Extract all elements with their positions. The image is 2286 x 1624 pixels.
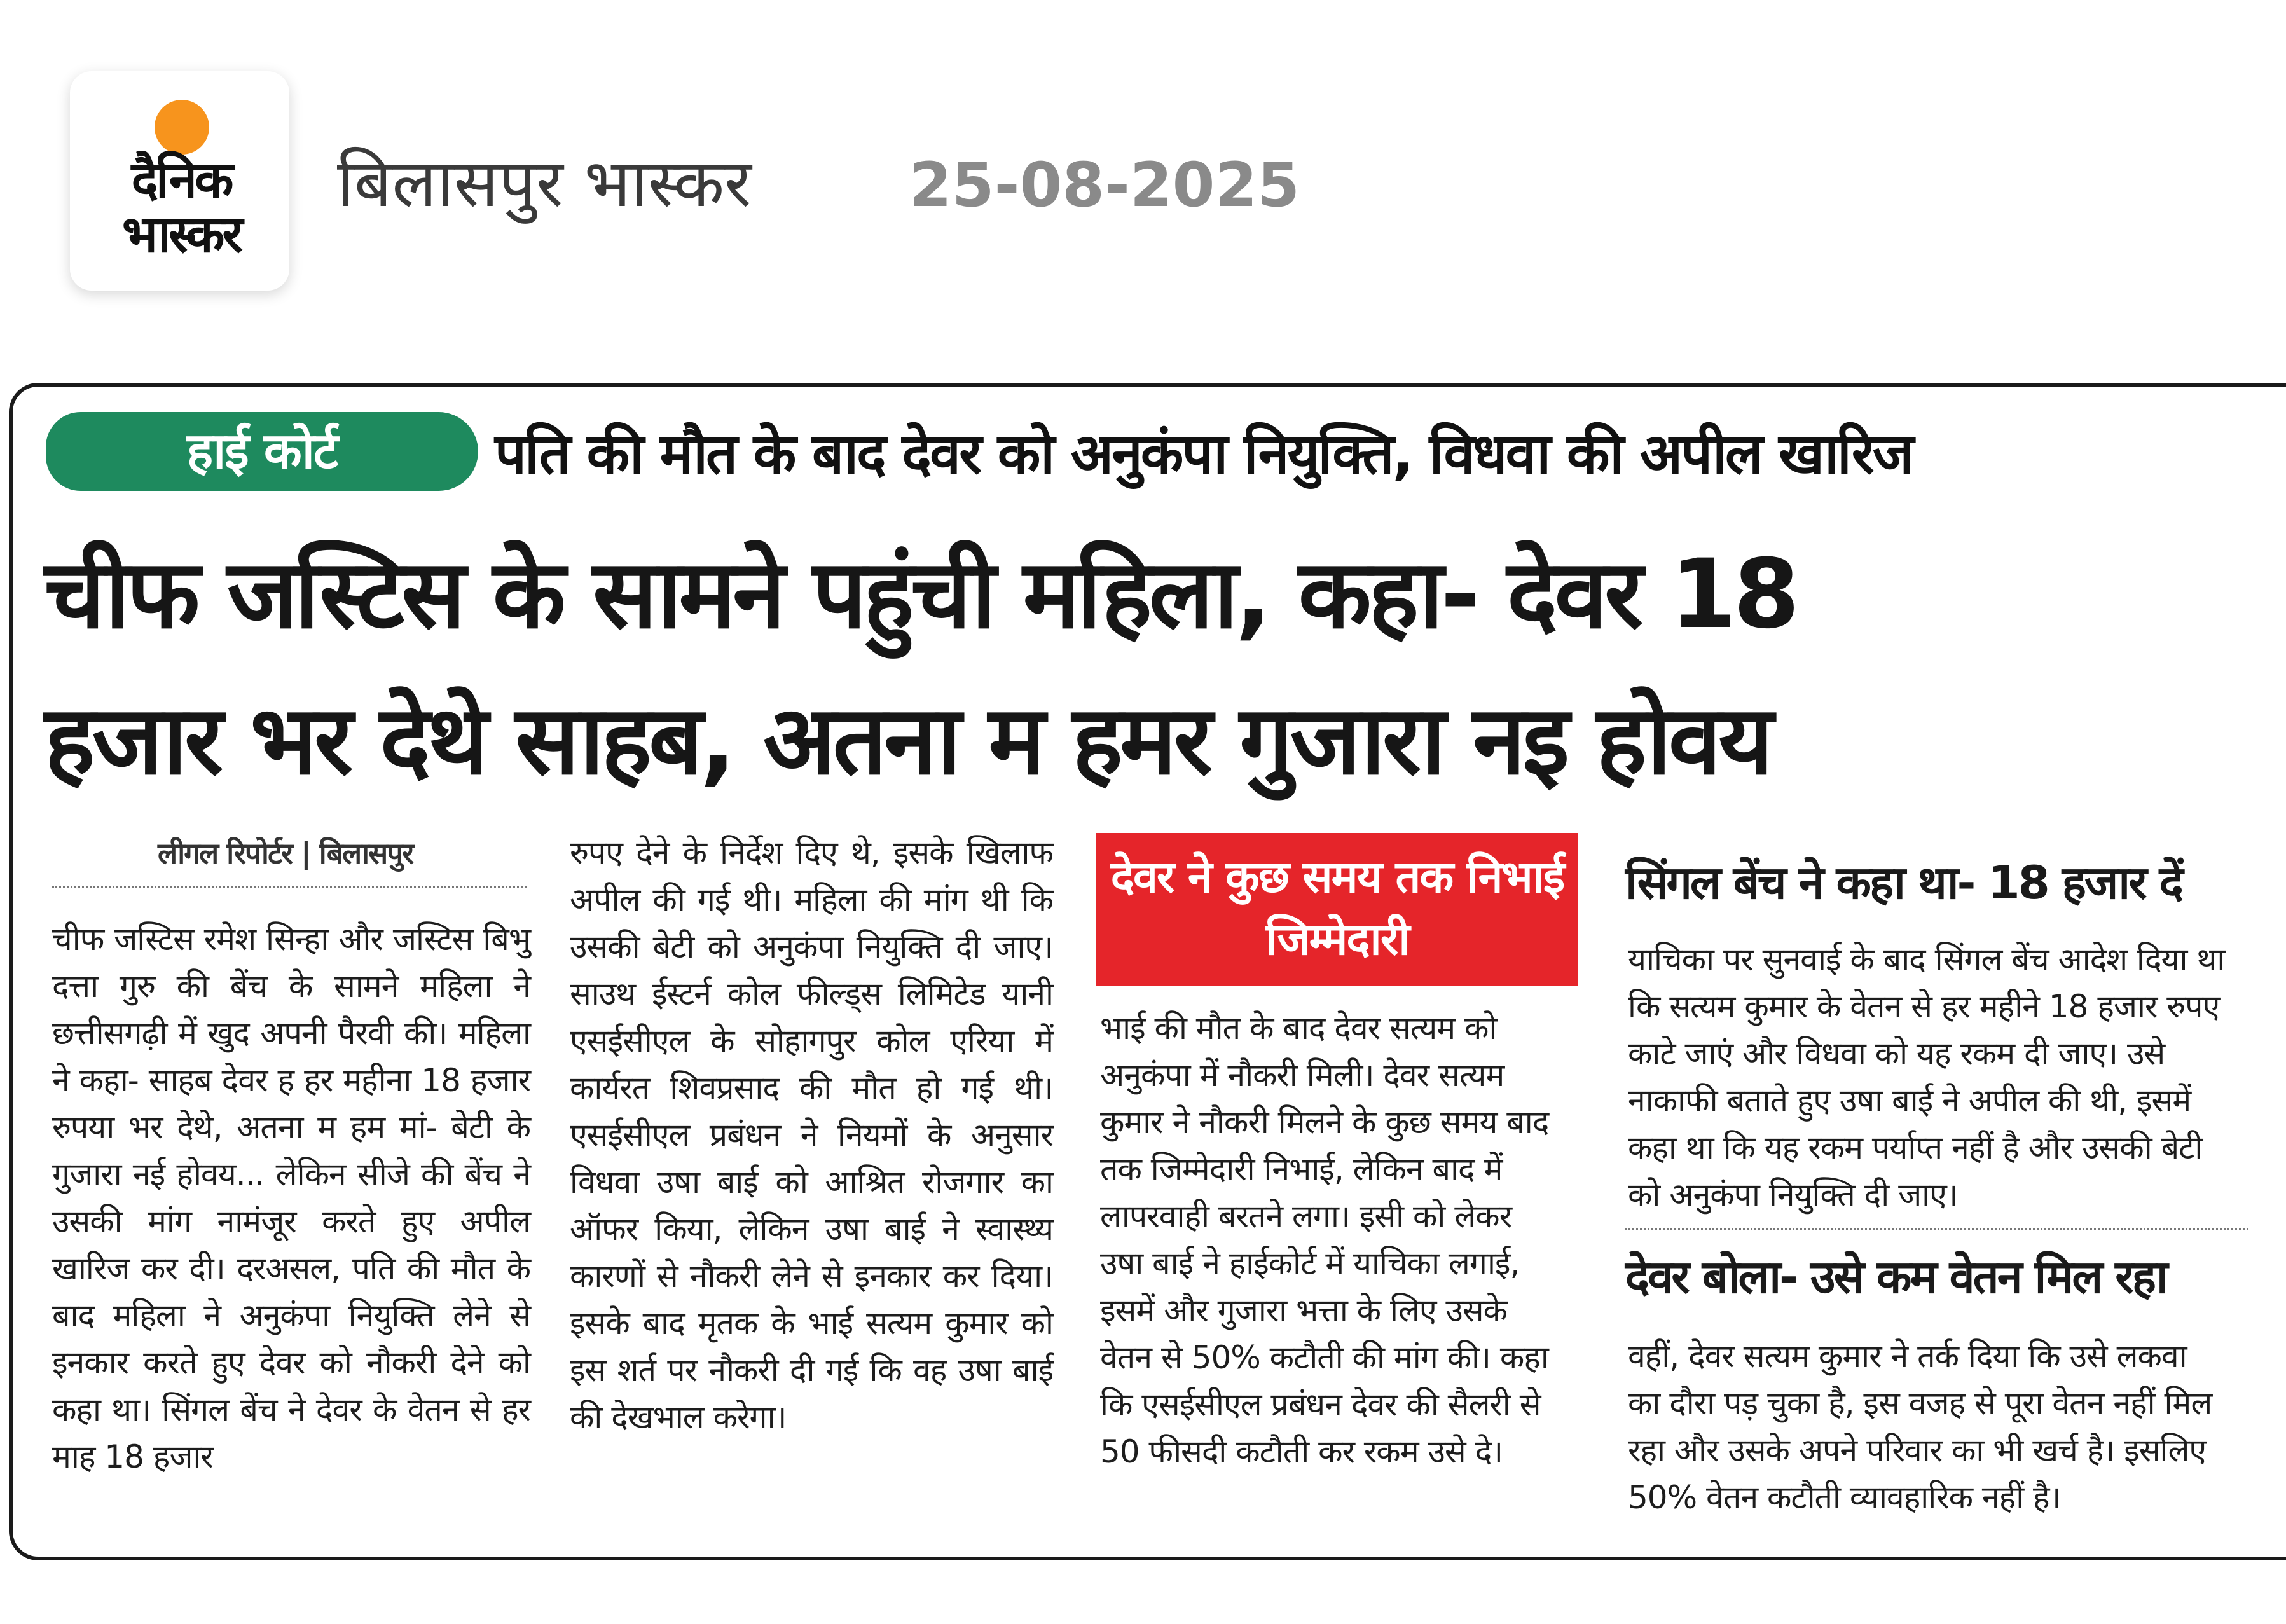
logo-sun-icon — [155, 100, 209, 155]
article-column-3: भाई की मौत के बाद देवर सत्यम को अनुकंपा में नौकरी मिली। देवर सत्यम कुमार ने नौकरी मिलने के कुछ समय बाद तक जिम्मेदारी निभाई, लेकिन बाद में लापरवाही बरतने लगा। इसी को लेकर उषा बाई ने हाईकोर्ट में याचिका लगाई, इसमें और गुजारा भत्ता के लिए उसके वेतन से 50% कटौती की मांग की। कहा कि एसईसीएल प्रबंधन देवर की सैलरी से 50 फीसदी कटौती कर रकम उसे दे। — [1100, 1010, 1549, 1470]
section-divider — [1625, 1228, 2248, 1230]
section-heading-single-bench: सिंगल बेंच ने कहा था- 18 हजार दें — [1625, 856, 2182, 909]
app-header — [0, 0, 2286, 331]
headline-line-2: हजार भर देथे साहब, अतना म हमर गुजारा नइ होवय — [45, 685, 1771, 796]
article-column-4-part-1: याचिका पर सुनवाई के बाद सिंगल बेंच आदेश दिया था कि सत्यम कुमार के वेतन से हर महीने 18 हजार रुपए काटे जाएं और विधवा को यह रकम दी जाए। उसे नाकाफी बताते हुए उषा बाई ने अपील की थी, इसमें कहा था कि यह रकम पर्याप्त नहीं है और उसकी बेटी को अनुकंपा नियुक्ति दी जाए। — [1628, 941, 2225, 1213]
article-column-4-part-2: वहीं, देवर सत्यम कुमार ने तर्क दिया कि उसे लकवा का दौरा पड़ चुका है, इस वजह से पूरा वेतन नहीं मिल रहा और उसके अपने परिवार का भी खर्च है। इसलिए 50% वेतन कटौती व्यावहारिक नहीं है। — [1628, 1338, 2212, 1516]
article-column-1: चीफ जस्टिस रमेश सिन्हा और जस्टिस बिभु दत्ता गुरु की बेंच के सामने महिला ने छत्तीसगढ़ी में खुद अपनी पैरवी की। महिला ने कहा- साहब देवर ह हर महीना 18 हजार रुपया भर देथे, अतना म हम मां- बेटी के गुजारा नई होवय... लेकिन सीजे की बेंच ने उसकी मांग नामंजूर करते हुए अपील खारिज कर दी। दरअसल, पति की मौत के बाद महिला ने अनुकंपा नियुक्ति लेने से इनकार करते हुए देवर को नौकरी देने को कहा था। सिंगल बेंच ने देवर के वेतन से हर माह 18 हजार — [52, 921, 530, 1475]
logo-text: दैनिक भास्कर — [121, 150, 241, 264]
article-column-2: रुपए देने के निर्देश दिए थे, इसके खिलाफ अपील की गई थी। महिला की मांग थी कि उसकी बेटी को अनुकंपा नियुक्ति दी जाए। साउथ ईस्टर्न कोल फील्ड्स लिमिटेड यानी एसईसीएल के सोहागपुर कोल एरिया में कार्यरत शिवप्रसाद की मौत हो गई थी। एसईसीएल प्रबंधन ने नियमों के अनुसार विधवा उषा बाई को आश्रित रोजगार का ऑफर किया, लेकिन उषा बाई ने स्वास्थ्य कारणों से नौकरी लेने से इनकार कर दिया। इसके बाद मृतक के भाई सत्यम कुमार को इस शर्त पर नौकरी दी गई कि वह उषा बाई की देखभाल करेगा। — [570, 834, 1053, 1436]
publication-name: बिलासपुर भास्कर — [337, 144, 752, 222]
subheadline: पति की मौत के बाद देवर को अनुकंपा नियुक्ति, विधवा की अपील खारिज — [495, 421, 1913, 486]
kicker-label: हाई कोर्ट — [186, 423, 338, 480]
publication-date: 25-08-2025 — [909, 149, 1300, 221]
section-heading-devar: देवर बोला- उसे कम वेतन मिल रहा — [1625, 1250, 2166, 1304]
byline-divider — [52, 886, 527, 888]
headline-line-1: चीफ जस्टिस के सामने पहुंची महिला, कहा- देवर 18 — [45, 539, 1797, 650]
highlight-box-title: देवर ने कुछ समय तक निभाई जिम्मेदारी — [1110, 851, 1564, 965]
headline — [45, 521, 2251, 814]
byline: लीगल रिपोर्टर | बिलासपुर — [158, 836, 413, 870]
